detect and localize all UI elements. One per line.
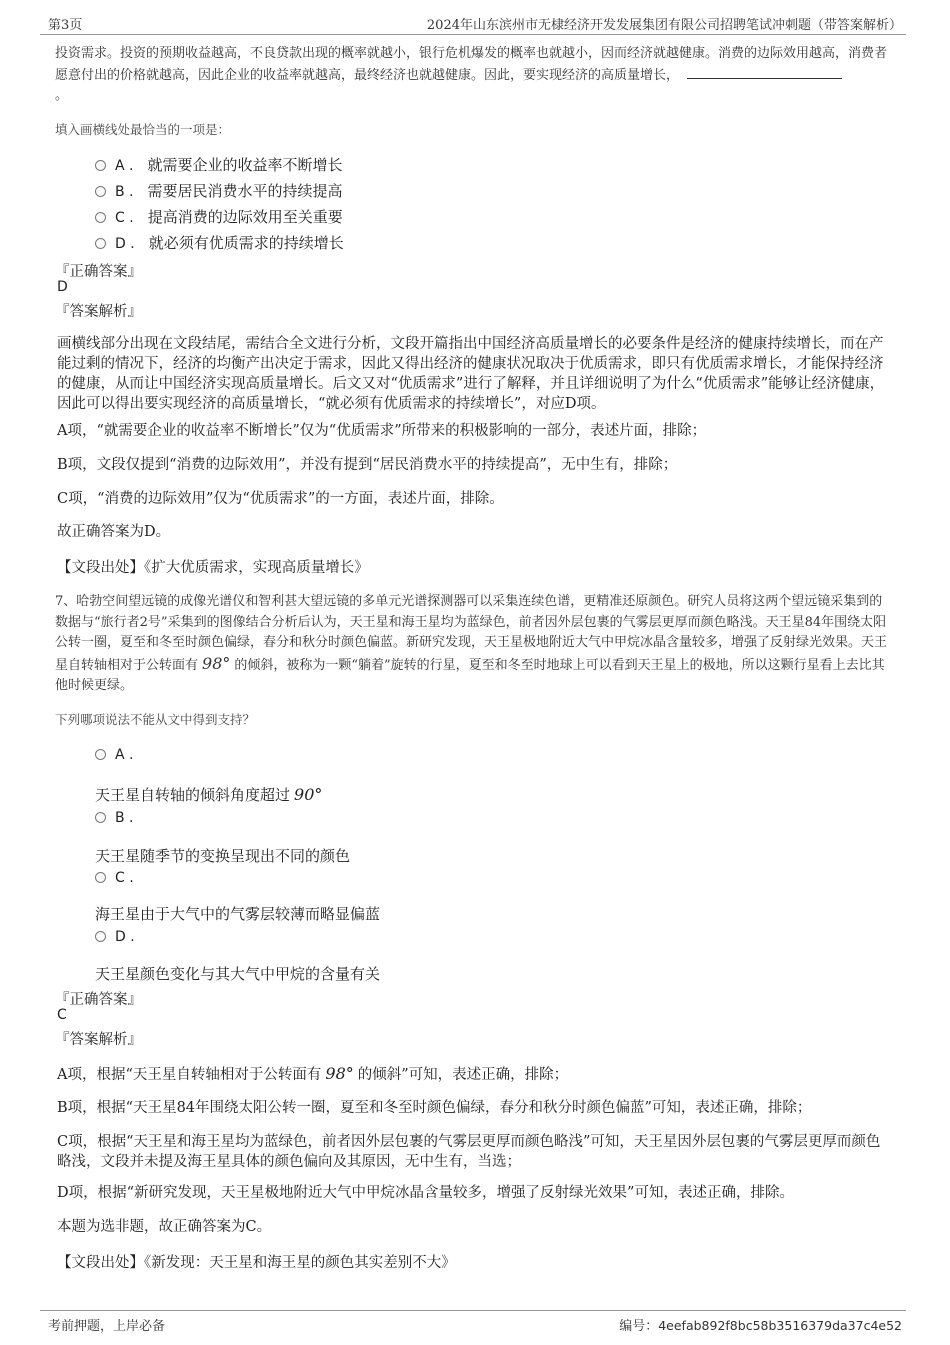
page-header: [40, 12, 906, 35]
q7-passage: 7、哈勃空间望远镜的成像光谱仪和智利甚大望远镜的多单元光谱探测器可以采集连续色谱，更精准还原颜色。研究人员将这两个望远镜采集到的数据与“旅行者2号”采集到的图像结合分析后认为，天王星和海王星均为蓝绿色，前者因外层包裹的气雾层更厚而颜色略浅。天王星84年围绕太阳公转一圈，夏至和冬至时颜色偏绿，春分和秋分时颜色偏蓝。新研究发现，天王星极地附近大气中甲烷冰晶含量较多，增强了反射绿光效果。天王星自转轴相对于公转面有 98° 的倾斜，被称为一颗“躺着”旋转的行星，夏至和冬至时地球上可以看到天王星上的极地，所以这颗行星看上去比其他时候更绿。: [55, 594, 888, 693]
q6-analysis-c: C项，“消费的边际效用”仅为“优质需求”的一方面，表述片面，排除。: [57, 491, 504, 507]
q7-option-d-text: 天王星颜色变化与其大气中甲烷的含量有关: [95, 965, 381, 983]
q7-option-b-text: 天王星随季节的变换呈现出不同的颜色: [95, 847, 351, 865]
q7-analysis-c: C项，根据“天王星和海王星均为蓝绿色，前者因外层包裹的气雾层更厚而颜色略浅”可知，天王星因外层包裹的气雾层更厚而颜色略浅，文段并未提及海王星具体的颜色偏向及其原因，无中生有，当选；: [57, 1134, 881, 1170]
q7-option-c[interactable]: C .: [95, 868, 148, 886]
radio-icon[interactable]: [95, 212, 106, 223]
q7-option-d[interactable]: D .: [95, 927, 149, 945]
document-title: 2024年山东滨州市无棣经济开发发展集团有限公司招聘笔试冲刺题（带答案解析）: [426, 18, 902, 33]
q6-analysis-b: B项，文段仅提到“消费的边际效用”，并没有提到“居民消费水平的持续提高”，无中生有，排除；: [57, 457, 678, 473]
q6-correct-answer: D: [57, 279, 68, 295]
radio-icon[interactable]: [95, 186, 106, 197]
q6-question: 填入画横线处最恰当的一项是：: [55, 122, 231, 137]
q7-option-b[interactable]: B .: [95, 808, 148, 826]
radio-icon[interactable]: [95, 931, 106, 942]
q7-analysis-b: B项，根据“天王星84年围绕太阳公转一圈，夏至和冬至时颜色偏绿，春分和秋分时颜色偏蓝”可知，表述正确，排除；: [57, 1100, 812, 1116]
q7-correct-answer: C: [57, 1007, 67, 1023]
q7-option-a-text: 天王星自转轴的倾斜角度超过 90°: [95, 785, 323, 804]
q6-option-b[interactable]: B . 需要居民消费水平的持续提高: [95, 180, 343, 201]
radio-icon[interactable]: [95, 160, 106, 171]
footer-slogan: 考前押题，上岸必备: [48, 1319, 166, 1334]
q6-analysis-label: 『答案解析』: [55, 304, 142, 320]
q6-passage: 投资需求。投资的预期收益越高，不良贷款出现的概率就越小，银行危机爆发的概率也就越小，因而经济就越健康。消费的边际效用越高，消费者愿意付出的价格就越高，因此企业的收益率就越高，最终经济也就越健康。因此，要实现经济的高质量增长， 。: [55, 46, 888, 103]
q6-option-c[interactable]: C . 提高消费的边际效用至关重要: [95, 206, 343, 227]
q6-correct-label: 『正确答案』: [55, 264, 142, 280]
q7-question: 下列哪项说法不能从文中得到支持？: [55, 712, 256, 727]
document-code: 编号：4eefab892f8bc58b3516379da37c4e52: [619, 1318, 902, 1334]
radio-icon[interactable]: [95, 749, 106, 760]
page-number: 第3页: [48, 18, 83, 33]
q7-analysis-a: A项，根据“天王星自转轴相对于公转面有 98° 的倾斜”可知，表述正确，排除；: [57, 1064, 569, 1083]
q6-source: 【文段出处】《扩大优质需求，实现高质量增长》: [57, 560, 369, 576]
q6-conclusion: 故正确答案为D。: [57, 524, 171, 540]
q7-analysis-d: D项，根据“新研究发现，天王星极地附近大气中甲烷冰晶含量较多，增强了反射绿光效果”可知，表述正确，排除。: [57, 1185, 794, 1201]
q6-analysis: 画横线部分出现在文段结尾，需结合全文进行分析，文段开篇指出中国经济高质量增长的必要条件是经济的健康持续增长，而在产能过剩的情况下，经济的均衡产出决定于需求，因此又得出经济的健康状况取决于优质需求，即只有优质需求增长，才能保持经济的健康，从而让中国经济实现高质量增长。后文又对“优质需求”进行了解释，并且详细说明了为什么“优质需求”能够让经济健康，因此可以得出要实现经济的高质量增长，“就必须有优质需求的持续增长”，对应D项。: [57, 336, 885, 412]
page-footer: [40, 1310, 906, 1341]
q7-correct-label: 『正确答案』: [55, 992, 142, 1008]
q6-option-a[interactable]: A . 就需要企业的收益率不断增长: [95, 154, 343, 175]
fill-blank-line: [687, 64, 842, 79]
radio-icon[interactable]: [95, 872, 106, 883]
q7-option-a[interactable]: A .: [95, 745, 147, 763]
q6-analysis-a: A项，“就需要企业的收益率不断增长”仅为“优质需求”所带来的积极影响的一部分，表述片面，排除；: [57, 423, 707, 439]
q7-analysis-label: 『答案解析』: [55, 1032, 142, 1048]
q7-source: 【文段出处】《新发现：天王星和海王星的颜色其实差别不大》: [57, 1255, 456, 1271]
q7-option-c-text: 海王星由于大气中的气雾层较薄而略显偏蓝: [95, 905, 381, 923]
radio-icon[interactable]: [95, 238, 106, 249]
q6-option-d[interactable]: D . 就必须有优质需求的持续增长: [95, 232, 344, 253]
q7-conclusion: 本题为选非题，故正确答案为C。: [57, 1219, 272, 1235]
radio-icon[interactable]: [95, 812, 106, 823]
